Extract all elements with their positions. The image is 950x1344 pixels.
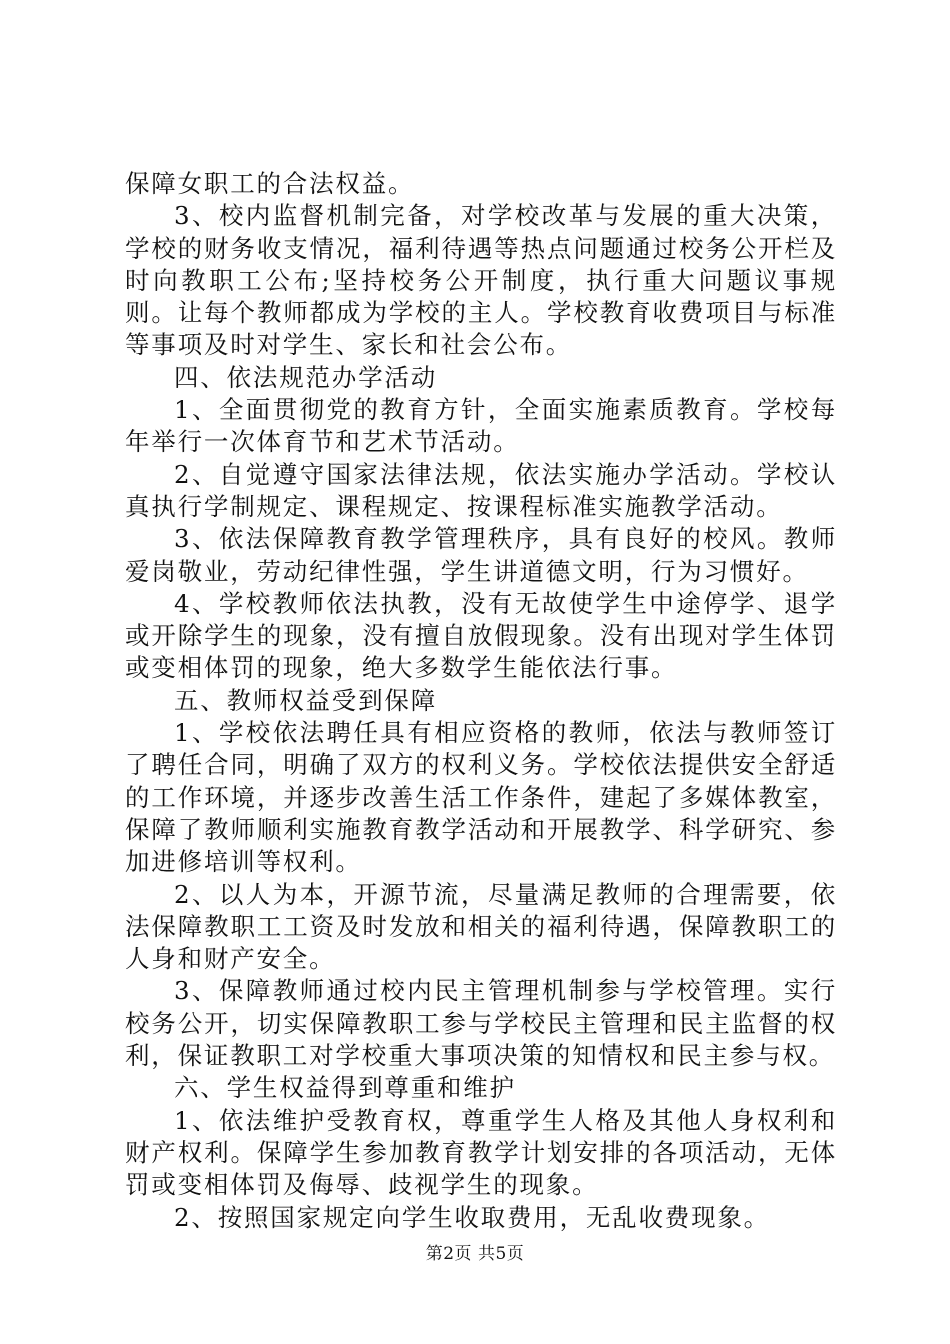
paragraph-item-4-teaching: 4、学校教师依法执教，没有无故使学生中途停学、退学或开除学生的现象，没有擅自放假现象。没有出现对学生体罚或变相体罚的现象，绝大多数学生能依法行事。 bbox=[125, 588, 837, 683]
paragraph-item-2-fees: 2、按照国家规定向学生收取费用，无乱收费现象。 bbox=[174, 1202, 770, 1232]
section-heading-5: 五、教师权益受到保障 bbox=[174, 685, 437, 715]
section-heading-6: 六、学生权益得到尊重和维护 bbox=[174, 1073, 516, 1103]
paragraph-item-3-democracy: 3、保障教师通过校内民主管理机制参与学校管理。实行校务公开，切实保障教职工参与学校民主管理和民主监督的权利，保证教职工对学校重大事项决策的知情权和民主参与权。 bbox=[125, 976, 837, 1071]
paragraph-item-1-education-policy: 1、全面贯彻党的教育方针，全面实施素质教育。学校每年举行一次体育节和艺术节活动。 bbox=[125, 395, 837, 457]
section-heading-4: 四、依法规范办学活动 bbox=[174, 362, 437, 392]
paragraph-continuation: 保障女职工的合法权益。 bbox=[125, 169, 415, 198]
paragraph-item-3-order: 3、依法保障教育教学管理秩序，具有良好的校风。教师爱岗敬业，劳动纪律性强，学生讲道德文明，行为习惯好。 bbox=[125, 524, 837, 586]
paragraph-item-2-laws: 2、自觉遵守国家法律法规，依法实施办学活动。学校认真执行学制规定、课程规定、按课程标准实施教学活动。 bbox=[125, 459, 837, 521]
document-body bbox=[125, 168, 837, 1234]
paragraph-item-1-hiring: 1、学校依法聘任具有相应资格的教师，依法与教师签订了聘任合同，明确了双方的权利义务。学校依法提供安全舒适的工作环境，并逐步改善生活工作条件，建起了多媒体教室，保障了教师顺利实施教育教学活动和开展教学、科学研究、参加进修培训等权利。 bbox=[125, 718, 837, 877]
paragraph-item-3-supervision: 3、校内监督机制完备，对学校改革与发展的重大决策，学校的财务收支情况，福利待遇等热点问题通过校务公开栏及时向教职工公布;坚持校务公开制度，执行重大问题议事规则。让每个教师都成为学校的主人。学校教育收费项目与标准等事项及时对学生、家长和社会公布。 bbox=[125, 201, 837, 360]
paragraph-item-1-student-rights: 1、依法维护受教育权，尊重学生人格及其他人身权利和财产权利。保障学生参加教育教学计划安排的各项活动，无体罚或变相体罚及侮辱、歧视学生的现象。 bbox=[125, 1105, 837, 1200]
page-number-footer: 第2页 共5页 bbox=[425, 1244, 525, 1264]
paragraph-item-2-welfare: 2、以人为本，开源节流，尽量满足教师的合理需要，依法保障教职工工资及时发放和相关的福利待遇，保障教职工的人身和财产安全。 bbox=[125, 879, 837, 974]
